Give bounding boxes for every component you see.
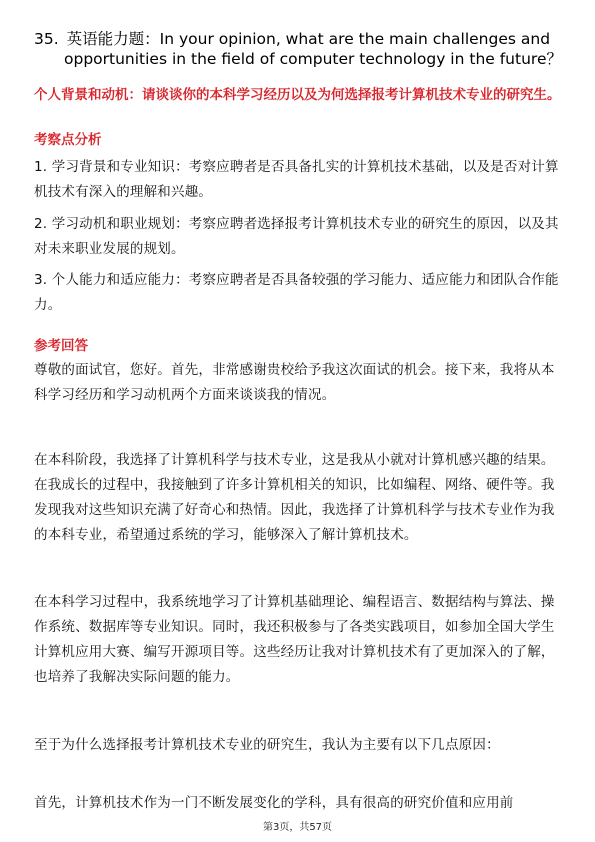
answer-paragraph-5: 首先，计算机技术作为一门不断发展变化的学科，具有很高的研究价值和应用前: [34, 795, 514, 811]
answer-paragraph-1: 尊敬的面试官，您好。首先，非常感谢贵校给予我这次面试的机会。接下来，我将从本科学习经历和学习动机两个方面来谈谈我的情况。: [34, 362, 555, 403]
answer-paragraph-2: 在本科阶段，我选择了计算机科学与技术专业，这是我从小就对计算机感兴趣的结果。在我成长的过程中，我接触到了许多计算机相关的知识，比如编程、网络、硬件等。我发现我对这些知识充满了好奇心和热情。因此，我选择了计算机科学与技术专业作为我的本科专业，希望通过系统的学习，能够深入了解计算机技术。: [34, 452, 555, 543]
question-title-line2: opportunities in the field of computer technology in the future？: [64, 50, 562, 68]
analysis-item-2: 2. 学习动机和职业规划：考察应聘者选择报考计算机技术专业的研究生的原因，以及其对未来职业发展的规划。: [34, 216, 559, 257]
answer-heading: 参考回答: [34, 338, 88, 354]
question-title-line1: 英语能力题：In your opinion, what are the main challenges and: [66, 30, 551, 48]
answer-paragraph-4: 至于为什么选择报考计算机技术专业的研究生，我认为主要有以下几点原因：: [34, 737, 500, 753]
question-number: 35.: [34, 30, 59, 48]
answer-paragraph-3: 在本科学习过程中，我系统地学习了计算机基础理论、编程语言、数据结构与算法、操作系统、数据库等专业知识。同时，我还积极参与了各类实践项目，如参加全国大学生计算机应用大赛、编写开源项目等。这些经历让我对计算机技术有了更加深入的了解，也培养了我解决实际问题的能力。: [34, 594, 555, 685]
question-title: [34, 29, 564, 69]
analysis-item-3: 3. 个人能力和适应能力：考察应聘者是否具备较强的学习能力、适应能力和团队合作能力。: [34, 272, 559, 313]
question-prompt: 个人背景和动机：请谈谈你的本科学习经历以及为何选择报考计算机技术专业的研究生。: [34, 87, 561, 103]
page-footer: 第3页，共57页: [262, 822, 333, 833]
analysis-item-1: 1. 学习背景和专业知识：考察应聘者是否具备扎实的计算机技术基础，以及是否对计算机技术有深入的理解和兴趣。: [34, 159, 559, 200]
analysis-heading: 考察点分析: [34, 132, 102, 148]
